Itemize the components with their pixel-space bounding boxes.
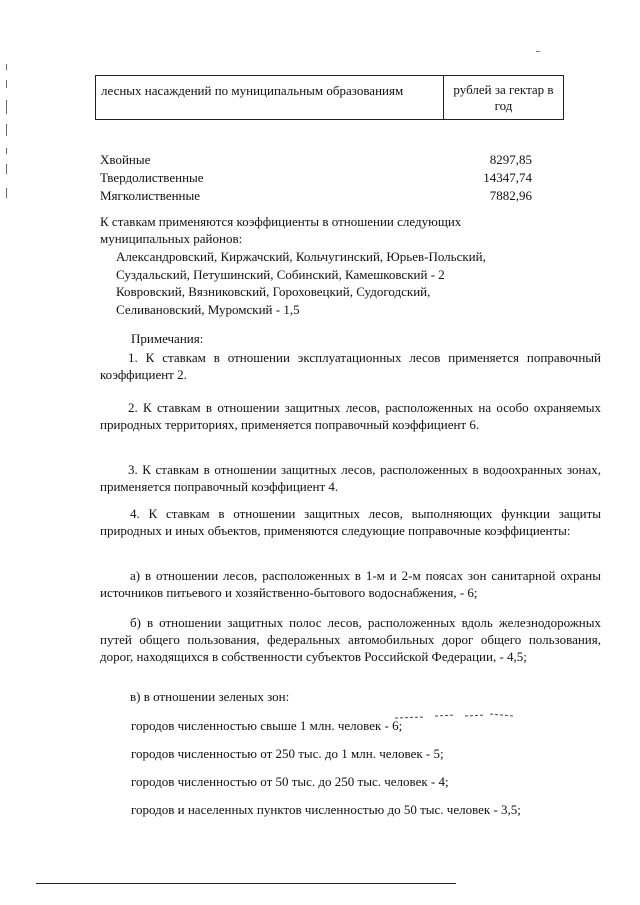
rate-row <box>100 151 532 169</box>
coefficients-intro: К ставкам применяются коэффициенты в отношении следующих муниципальных районов: <box>100 214 462 246</box>
binding-marks <box>6 64 10 204</box>
rate-row <box>100 169 532 187</box>
note-paragraph: 2. К ставкам в отношении защитных лесов, расположенных на особо охраняемых природных территориях, применяется поправочный коэффициент 6. <box>100 400 601 432</box>
district-line: Селивановский, Муромский - 1,5 <box>116 301 300 317</box>
rate-label: Мягколиственные <box>100 188 201 203</box>
header-cell-2-line-2: год <box>494 98 513 113</box>
rate-value: 7882,96 <box>489 188 532 203</box>
header-table-cell-2 <box>444 76 563 119</box>
footer-rule <box>36 883 456 884</box>
stamp-smudge <box>395 713 513 720</box>
header-cell-2-line-1: рублей за гектар в <box>453 82 554 97</box>
green-zone-item: городов и населенных пунктов численностью до 50 тыс. человек - 3,5; <box>131 802 521 817</box>
note-paragraph: в) в отношении зеленых зон: <box>130 689 290 704</box>
note-paragraph: а) в отношении лесов, расположенных в 1-м и 2-м поясах зон санитарной охраны источников питьевого и хозяйственно-бытового водоснабжения, - 6; <box>100 568 601 600</box>
green-zone-item: городов численностью от 250 тыс. до 1 млн. человек - 5; <box>131 746 444 761</box>
rate-value: 14347,74 <box>483 170 532 185</box>
rates-list <box>100 151 532 205</box>
district-line: Суздальский, Петушинский, Собинский, Камешковский - 2 <box>116 266 445 282</box>
note-paragraph: 4. К ставкам в отношении защитных лесов, выполняющих функции защиты природных и иных объектов, применяются следующие поправочные коэффициенты: <box>100 506 601 538</box>
districts-list <box>116 248 536 318</box>
header-table <box>95 75 564 120</box>
rate-value: 8297,85 <box>489 152 532 167</box>
notes-title: Примечания: <box>131 331 204 346</box>
district-line: Александровский, Киржачский, Кольчугинский, Юрьев-Польский, <box>116 249 486 264</box>
scan-speck <box>536 51 540 52</box>
note-paragraph: 3. К ставкам в отношении защитных лесов, расположенных в водоохранных зонах, применяется поправочный коэффициент 4. <box>100 462 601 494</box>
note-paragraph: б) в отношении защитных полос лесов, расположенных вдоль железнодорожных путей общего пользования, федеральных автомобильных дорог общего пользования, дорог, находящихся в собственности субъектов Российской Федерации, - 4,5; <box>100 615 601 664</box>
green-zone-item: городов численностью от 50 тыс. до 250 тыс. человек - 4; <box>131 774 449 789</box>
header-table-cell-1: лесных насаждений по муниципальным образованиям <box>96 76 444 119</box>
note-paragraph: 1. К ставкам в отношении эксплуатационных лесов применяется поправочный коэффициент 2. <box>100 350 601 382</box>
rate-label: Твердолиственные <box>100 170 204 185</box>
district-line: Ковровский, Вязниковский, Гороховецкий, Судогодский, <box>116 284 431 299</box>
green-zone-item: городов численностью свыше 1 млн. человек - 6; <box>131 718 403 733</box>
rate-label: Хвойные <box>100 152 151 167</box>
rate-row <box>100 187 532 205</box>
